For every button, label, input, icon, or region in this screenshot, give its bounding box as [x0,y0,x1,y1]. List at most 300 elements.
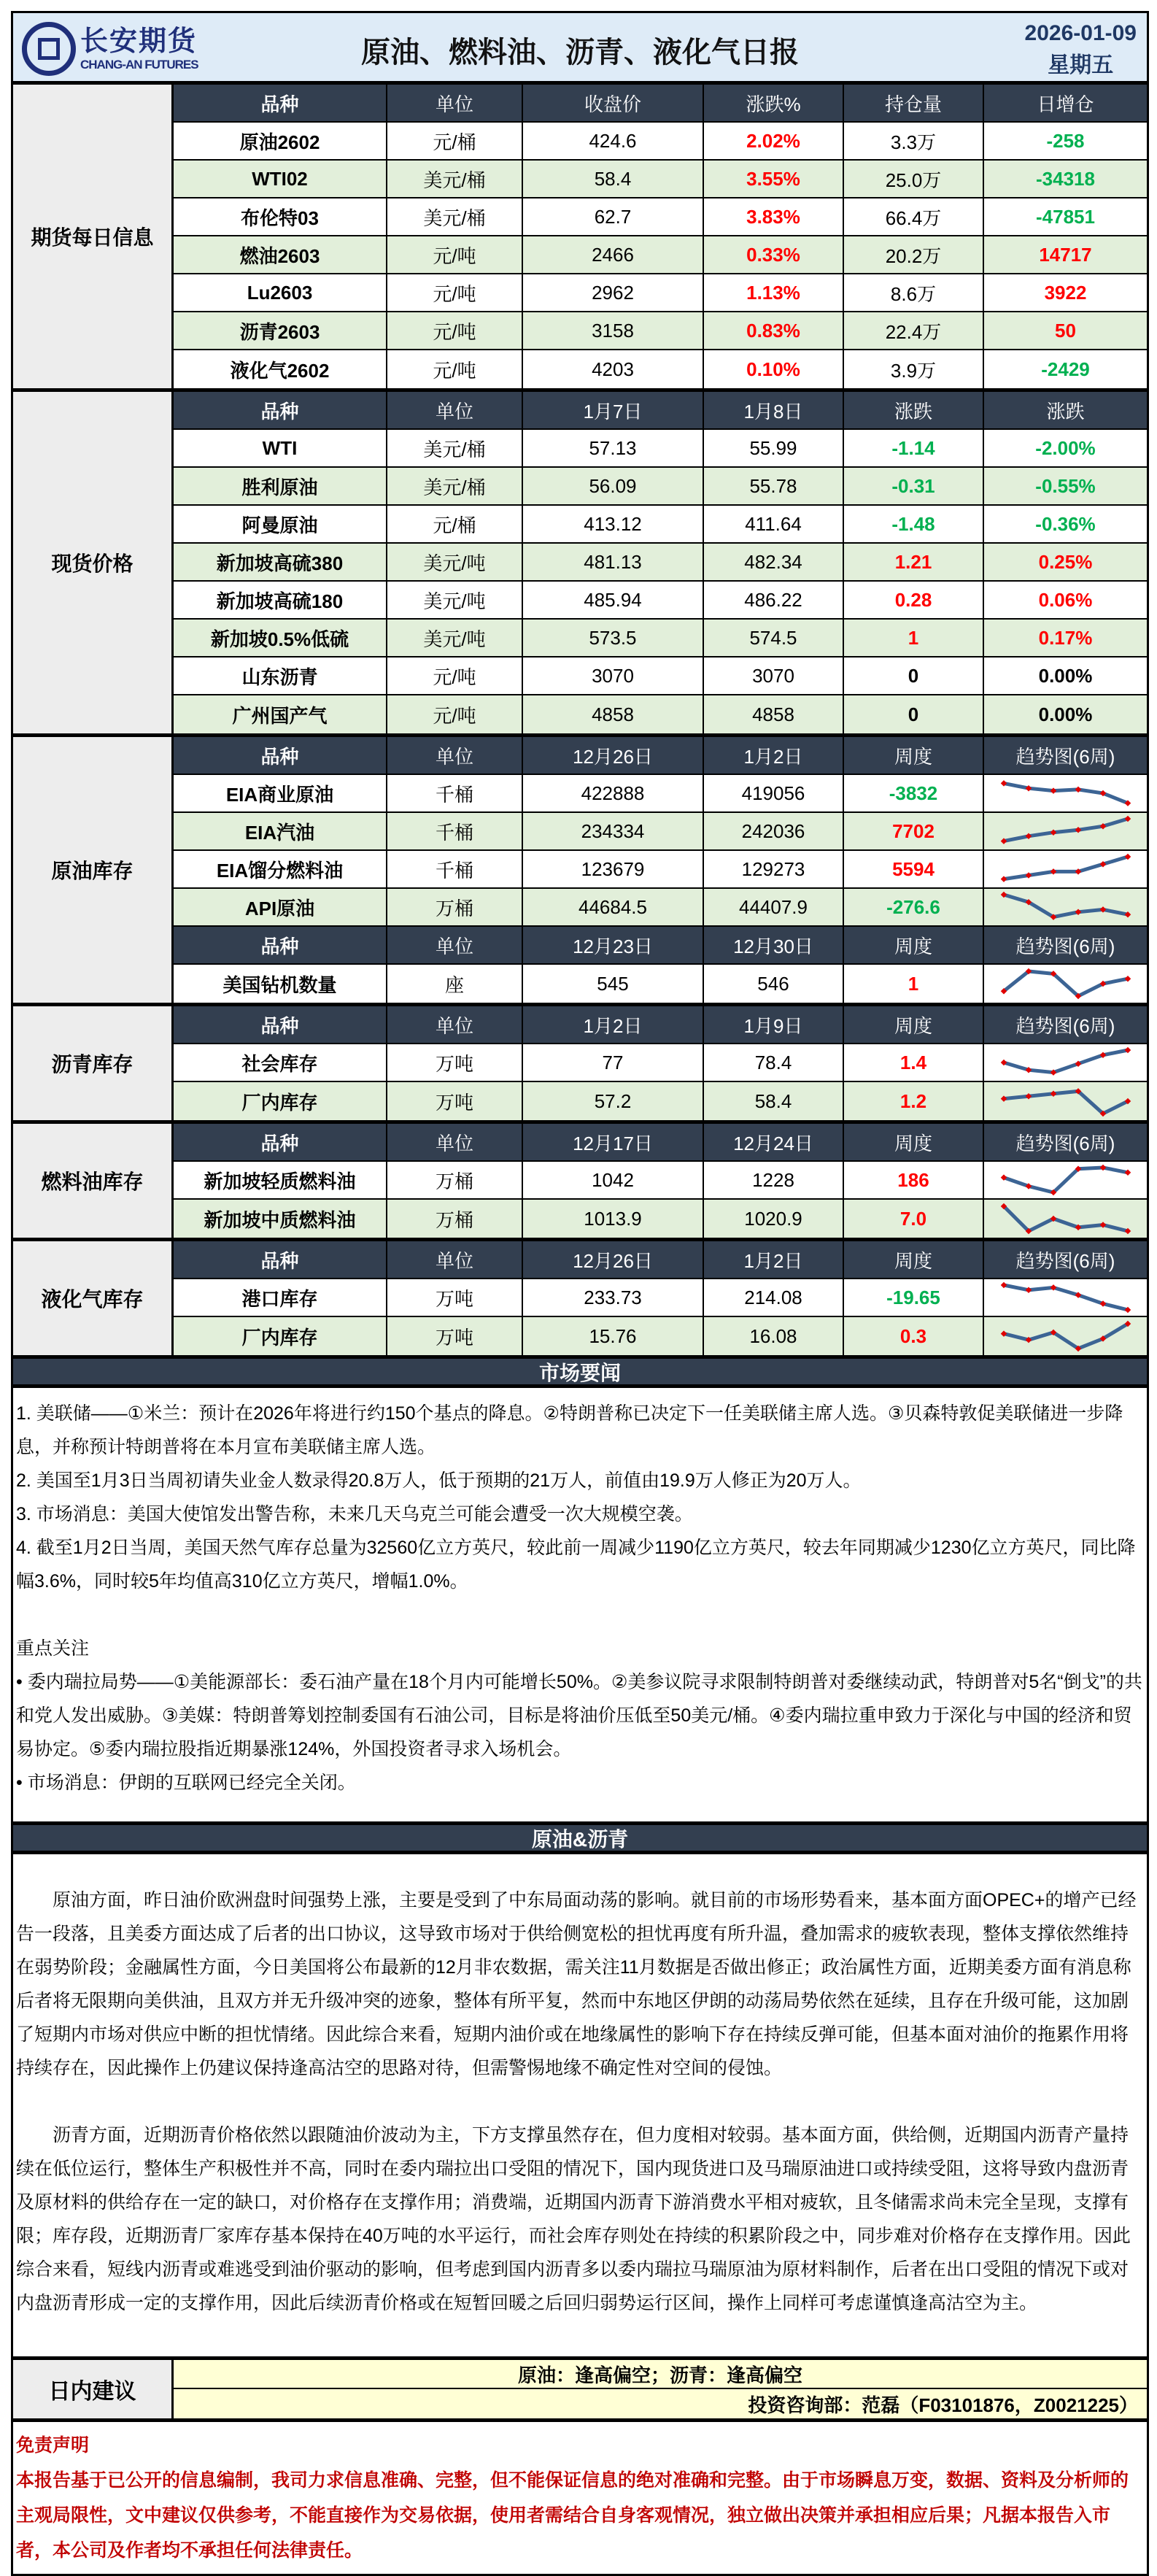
sparkline-chart [997,814,1135,848]
daily-report [11,11,1149,2576]
table-cell: 座 [387,965,523,1003]
trend-line [1004,857,1128,879]
table-header-row [174,737,1147,775]
trend-chart-cell [984,965,1147,1003]
table-cell: 0.28 [844,582,984,618]
table-cell: -1.14 [844,430,984,466]
table-cell: -276.6 [844,889,984,925]
trend-line [1004,1168,1128,1192]
column-header: 涨跌% [704,85,844,121]
table-cell: 25.0万 [844,161,984,197]
table-row [174,123,1147,161]
table-row [174,506,1147,544]
table-row [174,965,1147,1003]
table-cell: 布伦特03 [174,198,387,235]
table-row [174,236,1147,274]
table-cell: 58.4 [523,161,704,197]
sparkline-chart [997,1202,1135,1235]
trend-chart-cell [984,775,1147,811]
news-content [13,1388,1147,1825]
table-cell: 3.83% [704,198,844,235]
column-header: 单位 [387,392,523,428]
section-label: 沥青库存 [13,1006,174,1120]
table-cell: 万桶 [387,1162,523,1198]
section-rows [174,737,1147,1003]
trend-chart-cell [984,851,1147,887]
table-cell: 1228 [704,1162,844,1198]
table-cell: -0.36% [1035,512,1096,535]
table-row [174,889,1147,927]
column-header: 12月24日 [704,1124,844,1160]
table-cell: 15.76 [523,1317,704,1355]
column-header: 12月23日 [523,927,704,963]
analysis-paragraph: 原油方面，昨日油价欧洲盘时间强势上涨，主要是受到了中东局面动荡的影响。就目前的市场形势看来，基本面方面OPEC+的增产已经告一段落，且美委方面达成了后者的出口协议，这导致市场对于供给侧宽松的担忧再度有所升温，叠加需求的疲软表现，整体支撑依然维持在弱势阶段；金融属性方面，今日美国将公布最新的12月非农数据，需关注11月数据是否做出修正；政治属性方面，近期美委方面有消息称后者将无限期向美供油，且双方并无升级冲突的迹象，整体有所平复，然而中东地区伊朗的动荡局势依然在延续，且存在升级可能，这加剧了短期内市场对供应中断的担忧情绪。因此综合来看，短期内油价或在地缘属性的影响下存在持续反弹可能，但基本面对油价的拖累作用将持续存在，因此操作上仍建议保持逢高沽空的思路对待，但需警惕地缘不确定性对空间的侵蚀。 [16,1890,1137,2078]
trend-line [1004,819,1128,841]
table-cell: EIA汽油 [174,813,387,849]
table-row [174,544,1147,582]
report-weekday: 星期五 [1048,53,1114,77]
analysis-content [13,1854,1147,2360]
table-cell: 美元/桶 [387,468,523,504]
table-cell: 123679 [523,851,704,887]
table-cell: -2429 [1041,358,1090,380]
column-header: 12月17日 [523,1124,704,1160]
trend-chart-cell [984,1279,1147,1316]
table-row [174,658,1147,695]
table-cell: 2962 [523,274,704,311]
trend-line [1004,1050,1128,1073]
column-header: 趋势图(6周) [1015,745,1115,768]
column-header: 1月8日 [704,392,844,428]
table-cell: 20.2万 [844,236,984,273]
logo-name-en: CHANG-AN FUTURES [80,58,198,72]
column-header: 12月30日 [704,927,844,963]
table-cell: 3070 [523,658,704,694]
table-cell: 燃油2603 [174,236,387,273]
table-cell: Lu2603 [174,274,387,311]
table-header-row [174,85,1147,123]
table-cell: 万吨 [387,1317,523,1355]
table-cell: -258 [1046,129,1085,152]
table-cell: 千桶 [387,775,523,811]
advice-label: 日内建议 [13,2360,174,2418]
table-cell: 3070 [704,658,844,694]
news-paragraph [16,1598,1144,1632]
table-cell: 千桶 [387,813,523,849]
table-row [174,813,1147,851]
table-cell: -3832 [844,775,984,811]
table-cell: EIA馏分燃料油 [174,851,387,887]
table-cell: 3.55% [704,161,844,197]
section-rows [174,1124,1147,1238]
table-cell: 545 [523,965,704,1003]
table-cell: 1.21 [844,544,984,580]
column-header: 单位 [387,85,523,121]
sparkline-chart [997,1281,1135,1314]
trend-line [1004,783,1128,803]
table-row [174,1082,1147,1120]
column-header: 品种 [174,1006,387,1043]
section-rows [174,85,1147,388]
section-0 [13,85,1147,392]
intraday-advice [13,2360,1147,2422]
table-cell: 129273 [704,851,844,887]
table-cell: 481.13 [523,544,704,580]
table-cell: 胜利原油 [174,468,387,504]
table-header-row [174,1006,1147,1044]
section-label: 原油库存 [13,737,174,1003]
section-5 [13,1241,1147,1359]
column-header: 周度 [844,1241,984,1278]
table-cell: 5594 [844,851,984,887]
table-row [174,1044,1147,1082]
column-header: 品种 [174,737,387,774]
table-cell: 16.08 [704,1317,844,1355]
table-cell: 万吨 [387,1044,523,1081]
table-cell: 万桶 [387,1200,523,1238]
data-tables [13,85,1147,1359]
table-cell: -0.55% [1035,474,1096,497]
trend-point [1050,1091,1056,1097]
table-row [174,851,1147,889]
table-cell: 57.13 [523,430,704,466]
table-cell: 美元/吨 [387,544,523,580]
column-header: 12月26日 [523,1241,704,1278]
disclaimer [13,2422,1147,2574]
table-row [174,350,1147,388]
table-cell: 55.99 [704,430,844,466]
table-cell: 沥青2603 [174,312,387,349]
sparkline-chart [997,852,1135,886]
table-row [174,582,1147,620]
table-cell: 元/吨 [387,274,523,311]
table-cell: 573.5 [523,620,704,656]
section-2 [13,737,1147,1006]
table-cell: 0 [844,695,984,733]
trend-line [1004,1324,1128,1349]
table-cell: 419056 [704,775,844,811]
table-cell: -0.31 [844,468,984,504]
table-cell: 0.33% [704,236,844,273]
table-cell: 3922 [1044,281,1087,304]
table-row [174,1162,1147,1200]
report-title: 原油、燃料油、沥青、液化气日报 [361,36,799,69]
news-paragraph: 重点关注 [16,1638,90,1659]
section-label: 液化气库存 [13,1241,174,1355]
column-header: 持仓量 [844,85,984,121]
table-cell: 242036 [704,813,844,849]
table-cell: 62.7 [523,198,704,235]
sparkline-chart [997,1084,1135,1118]
column-header: 周度 [844,1006,984,1043]
table-cell: 元/吨 [387,695,523,733]
news-paragraph: 2. 美国至1月3日当周初请失业金人数录得20.8万人，低于预期的21万人，前值由19.9万人修正为20万人。 [16,1470,862,1491]
column-header: 单位 [387,1006,523,1043]
table-cell: -1.48 [844,506,984,542]
table-cell: 2466 [523,236,704,273]
table-cell: EIA商业原油 [174,775,387,811]
table-cell: 424.6 [523,123,704,159]
table-cell: 新加坡高硫180 [174,582,387,618]
sparkline-chart [997,1163,1135,1197]
table-cell: 78.4 [704,1044,844,1081]
logo-name-cn: 长安期货 [80,26,198,57]
trend-point [1025,1093,1031,1099]
table-row [174,1200,1147,1238]
analysis-paragraph: 沥青方面，近期沥青价格依然以跟随油价波动为主，下方支撑虽然存在，但力度相对较弱。基本面方面，供给侧，近期国内沥青产量持续在低位运行，整体生产积极性并不高，同时在委内瑞拉出口受阻的情况下，国内现货进口及马瑞原油进口或持续受阻，这将导致内盘沥青及原材料的供给存在一定的缺口，对价格存在支撑作用；消费端，近期国内沥青下游消费水平相对疲软，且冬储需求尚未完全呈现，支撑有限；库存段，近期沥青厂家库存基本保持在40万吨的水平运行，而社会库存则处在持续的积累阶段之中，同步难对价格存在支撑作用。因此综合来看，短线内沥青或难逃受到油价驱动的影响，但考虑到国内沥青多以委内瑞拉马瑞原油为原材料制作，后者在出口受阻的情况下或对内盘沥青形成一定的支撑作用，因此后续沥青价格或在短暂回暖之后回归弱势运行区间，操作上同样可考虑谨慎逢高沽空为主。 [16,2125,1131,2313]
table-row [174,620,1147,658]
table-cell: 66.4万 [844,198,984,235]
table-cell: 7702 [844,813,984,849]
table-cell: 元/吨 [387,658,523,694]
table-cell: 422888 [523,775,704,811]
table-header-row [174,1241,1147,1279]
table-cell: 美国钻机数量 [174,965,387,1003]
column-header: 周度 [844,927,984,963]
column-header: 趋势图(6周) [1015,935,1115,957]
news-paragraph: 4. 截至1月2日当周，美国天然气库存总量为32560亿立方英尺，较此前一周减少1190亿立方英尺，较去年同期减少1230亿立方英尺，同比降幅3.6%，同时较5年均值高310亿立方英尺，增幅1.0%。 [16,1538,1136,1592]
table-cell: 广州国产气 [174,695,387,733]
section-rows [174,392,1147,733]
column-header: 品种 [174,927,387,963]
news-paragraph: • 委内瑞拉局势——①美能源部长：委石油产量在18个月内可能增长50%。②美参议院寻求限制特朗普对委继续动武，特朗普对5名“倒戈”的共和党人发出威胁。③美媒：特朗普筹划控制委国有石油公司，目标是将油价压低至50美元/桶。④委内瑞拉重申致力于深化与中国的经济和贸易协定。⑤委内瑞拉股指近期暴涨124%，外国投资者寻求入场机会。 [16,1672,1142,1759]
table-cell: -2.00% [1035,436,1096,459]
table-header-row [174,1124,1147,1162]
news-header: 市场要闻 [13,1359,1147,1388]
column-header: 日增仓 [1037,93,1094,115]
trend-point [1000,1095,1006,1101]
table-cell: 44407.9 [704,889,844,925]
section-3 [13,1006,1147,1124]
disclaimer-text: 本报告基于已公开的信息编制，我司力求信息准确、完整，但不能保证信息的绝对准确和完整。由于市场瞬息万变，数据、资料及分析师的主观局限性，文中建议仅供参考，不能直接作为交易依据，使用者需结合自身客观情况，独立做出决策并承担相应后果；凡据本报告入市者，本公司及作者均不承担任何法律责任。 [16,2470,1129,2561]
table-cell: 411.64 [704,506,844,542]
section-label: 燃料油库存 [13,1124,174,1238]
column-header: 涨跌 [844,392,984,428]
table-cell: 新加坡高硫380 [174,544,387,580]
table-row [174,312,1147,350]
table-cell: 233.73 [523,1279,704,1316]
trend-chart-cell [984,1044,1147,1081]
table-cell: 186 [844,1162,984,1198]
trend-chart-cell [984,1082,1147,1120]
trend-chart-cell [984,1162,1147,1198]
table-cell: 元/吨 [387,236,523,273]
table-cell: 485.94 [523,582,704,618]
section-label: 现货价格 [13,392,174,733]
column-header: 品种 [174,1241,387,1278]
table-cell: 0.00% [1038,703,1093,725]
table-row [174,274,1147,312]
table-row [174,775,1147,813]
table-cell: -19.65 [844,1279,984,1316]
section-rows [174,1006,1147,1120]
sparkline-chart [997,1046,1135,1079]
column-header: 涨跌 [1046,400,1085,423]
table-cell: 社会库存 [174,1044,387,1081]
table-cell: 0.06% [1038,588,1093,611]
analyst-info: 投资咨询部：范磊（F03101876，Z0021225） [748,2394,1138,2416]
table-cell: WTI02 [174,161,387,197]
table-cell: 元/桶 [387,123,523,159]
table-cell: 4858 [523,695,704,733]
table-cell: 22.4万 [844,312,984,349]
table-cell: 44684.5 [523,889,704,925]
table-cell: 原油2602 [174,123,387,159]
table-cell: 元/桶 [387,506,523,542]
column-header: 1月2日 [704,1241,844,1278]
table-row [174,468,1147,506]
table-cell: 4858 [704,695,844,733]
table-cell: 50 [1055,319,1076,342]
trend-line [1004,971,1128,996]
table-row [174,430,1147,468]
table-cell: API原油 [174,889,387,925]
table-cell: 58.4 [704,1082,844,1120]
table-cell: 新加坡0.5%低硫 [174,620,387,656]
table-cell: 1.4 [844,1044,984,1081]
section-label: 期货每日信息 [13,85,174,388]
table-cell: -34318 [1036,167,1095,190]
table-cell: 美元/桶 [387,430,523,466]
table-cell: 486.22 [704,582,844,618]
table-cell: 新加坡轻质燃料油 [174,1162,387,1198]
table-cell: 55.78 [704,468,844,504]
table-cell: 1020.9 [704,1200,844,1238]
table-row [174,198,1147,236]
analysis-header: 原油&沥青 [13,1825,1147,1854]
column-header: 周度 [844,1124,984,1160]
table-header-row [174,927,1147,965]
table-cell: 1042 [523,1162,704,1198]
table-cell: 港口库存 [174,1279,387,1316]
table-cell: 3.3万 [844,123,984,159]
trend-line [1004,895,1128,917]
table-cell: 万吨 [387,1082,523,1120]
table-row [174,1317,1147,1355]
table-cell: 美元/桶 [387,198,523,235]
news-paragraph: • 市场消息：伊朗的互联网已经完全关闭。 [16,1773,356,1793]
table-cell: 482.34 [704,544,844,580]
table-cell: 0.10% [704,350,844,388]
table-cell: 0.83% [704,312,844,349]
table-cell: 厂内库存 [174,1317,387,1355]
table-cell: 万桶 [387,889,523,925]
table-cell: 元/吨 [387,312,523,349]
column-header: 1月2日 [523,1006,704,1043]
trend-line [1004,1285,1128,1310]
table-cell: 14717 [1039,243,1092,266]
table-cell: 214.08 [704,1279,844,1316]
sparkline-chart [997,776,1135,810]
report-date: 2026-01-09 [1024,21,1137,45]
table-cell: 2.02% [704,123,844,159]
table-cell: 新加坡中质燃料油 [174,1200,387,1238]
table-cell: 3.9万 [844,350,984,388]
table-cell: 1.2 [844,1082,984,1120]
report-date-block [1025,18,1137,82]
table-cell: 千桶 [387,851,523,887]
table-cell: 56.09 [523,468,704,504]
table-cell: WTI [174,430,387,466]
column-header: 周度 [844,737,984,774]
table-cell: 7.0 [844,1200,984,1238]
table-cell: -47851 [1036,205,1095,228]
table-row [174,695,1147,733]
column-header: 1月7日 [523,392,704,428]
column-header: 12月26日 [523,737,704,774]
column-header: 品种 [174,1124,387,1160]
table-cell: 574.5 [704,620,844,656]
table-cell: 0.25% [1038,550,1093,573]
table-cell: 77 [523,1044,704,1081]
column-header: 单位 [387,1124,523,1160]
sparkline-chart [997,890,1135,924]
table-cell: 山东沥青 [174,658,387,694]
table-cell: 0 [844,658,984,694]
table-cell: 元/吨 [387,350,523,388]
table-cell: 4203 [523,350,704,388]
table-cell: 413.12 [523,506,704,542]
section-1 [13,392,1147,737]
trend-chart-cell [984,889,1147,925]
table-cell: 0.00% [1038,664,1093,687]
table-row [174,161,1147,198]
column-header: 单位 [387,1241,523,1278]
news-paragraph: 3. 市场消息：美国大使馆发出警告称，未来几天乌克兰可能会遭受一次大规模空袭。 [16,1504,693,1524]
column-header: 1月9日 [704,1006,844,1043]
table-cell: 0.3 [844,1317,984,1355]
trend-line [1004,1206,1128,1231]
disclaimer-title: 免责声明 [16,2435,90,2456]
trend-line [1004,1091,1128,1114]
table-cell: 57.2 [523,1082,704,1120]
report-banner [13,13,1147,85]
table-cell: 8.6万 [844,274,984,311]
table-cell: 液化气2602 [174,350,387,388]
column-header: 品种 [174,85,387,121]
table-cell: 546 [704,965,844,1003]
trend-chart-cell [984,1200,1147,1238]
section-rows [174,1241,1147,1355]
column-header: 1月2日 [704,737,844,774]
table-cell: 美元/吨 [387,620,523,656]
news-paragraph: 1. 美联储——①米兰：预计在2026年将进行约150个基点的降息。②特朗普称已决定下一任美联储主席人选。③贝森特敦促美联储进一步降息，并称预计特朗普将在本月宣布美联储主席人选。 [16,1403,1123,1457]
table-cell: 234334 [523,813,704,849]
table-cell: 1 [844,620,984,656]
sparkline-chart [997,967,1135,1000]
section-4 [13,1124,1147,1241]
column-header: 趋势图(6周) [1015,1132,1115,1154]
table-cell: 万吨 [387,1279,523,1316]
table-cell: 3158 [523,312,704,349]
trend-point [1050,787,1056,793]
trend-chart-cell [984,813,1147,849]
table-cell: 0.17% [1038,626,1093,649]
sparkline-chart [997,1319,1135,1353]
column-header: 趋势图(6周) [1015,1014,1115,1037]
column-header: 单位 [387,737,523,774]
column-header: 品种 [174,392,387,428]
column-header: 单位 [387,927,523,963]
table-row [174,1279,1147,1317]
table-cell: 1 [844,965,984,1003]
table-cell: 1.13% [704,274,844,311]
column-header: 趋势图(6周) [1015,1249,1115,1272]
trend-chart-cell [984,1317,1147,1355]
table-cell: 美元/桶 [387,161,523,197]
column-header: 收盘价 [523,85,704,121]
table-header-row [174,392,1147,430]
